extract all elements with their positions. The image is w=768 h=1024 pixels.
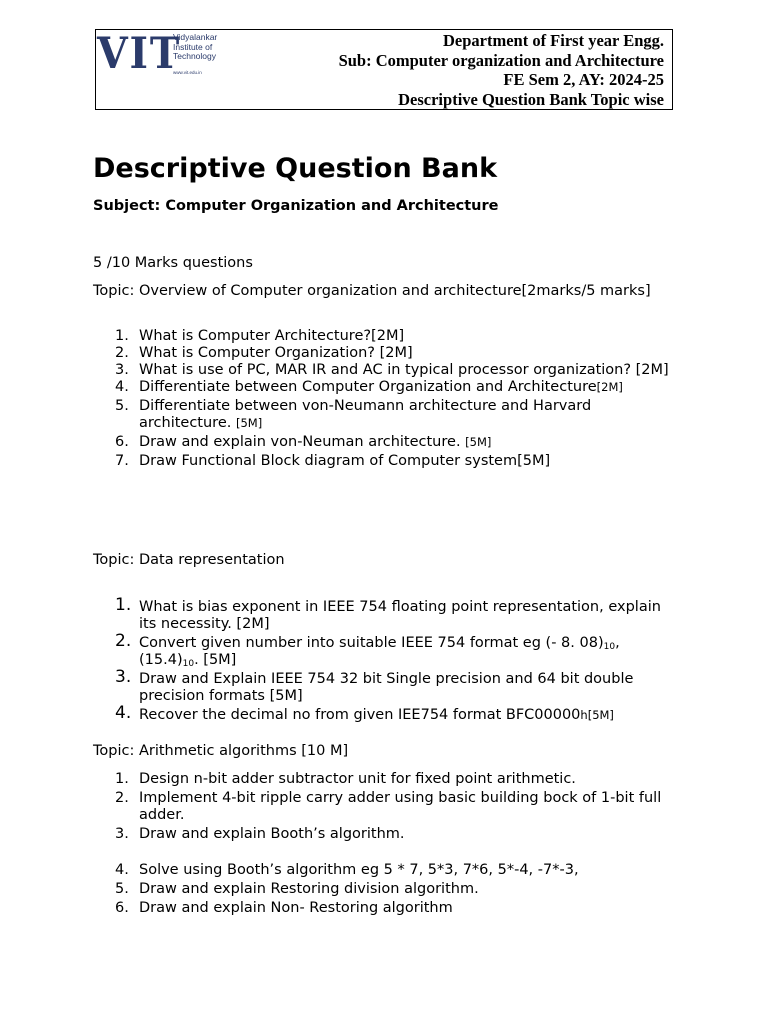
topic3-heading: Topic: Arithmetic algorithms [10 M] xyxy=(93,743,349,759)
list-item: 4. Solve using Booth’s algorithm eg 5 * 7, 5*3, 7*6, 5*-4, -7*-3, xyxy=(115,862,579,878)
topic3-question-list xyxy=(93,771,673,917)
list-item: 1. Design n-bit adder subtractor unit for fixed point arithmetic. xyxy=(115,771,576,787)
topic1-question-list xyxy=(93,328,673,470)
header-department: Department of First year Engg. xyxy=(442,31,664,50)
list-item: 1. What is Computer Architecture?[2M] xyxy=(115,328,405,344)
list-item: 6. Draw and explain von-Neuman architecture. [5M] xyxy=(115,434,492,450)
list-item: 1. What is bias exponent in IEEE 754 floating point representation, explain its necessity. [2M] xyxy=(115,595,661,632)
logo-url: www.vit.edu.in xyxy=(173,70,202,75)
list-item: 3. Draw and Explain IEEE 754 32 bit Single precision and 64 bit double precision formats [5M] xyxy=(115,667,634,704)
logo-institute-name: Vidyalankar Institute of Technology xyxy=(173,32,218,61)
topic2-heading: Topic: Data representation xyxy=(93,552,285,568)
list-item: 3. What is use of PC, MAR IR and AC in typical processor organization? [2M] xyxy=(115,362,669,378)
list-item: 3. Draw and explain Booth’s algorithm. xyxy=(115,826,405,842)
header-semester: FE Sem 2, AY: 2024-25 xyxy=(503,70,664,89)
list-item: 4. Differentiate between Computer Organization and Architecture[2M] xyxy=(115,379,623,395)
header-subject: Sub: Computer organization and Architecture xyxy=(338,50,664,70)
list-item: 5. Differentiate between von-Neumann architecture and Harvard architecture. [5M] xyxy=(115,398,592,431)
logo-letters: VIT xyxy=(97,29,182,79)
marks-heading: 5 /10 Marks questions xyxy=(93,255,253,271)
list-item: 5. Draw and explain Restoring division algorithm. xyxy=(115,881,479,897)
list-item: 2. Convert given number into suitable IEEE 754 format eg (- 8. $08)_{10}$, $(15.4)_{10}$. [5M] xyxy=(115,631,620,669)
subject-line: Subject: Computer Organization and Architecture xyxy=(93,198,499,214)
page-title: Descriptive Question Bank xyxy=(93,153,498,184)
header-text xyxy=(339,31,664,109)
list-item: 2. Implement 4-bit ripple carry adder using basic building bock of 1-bit full adder. xyxy=(115,790,662,823)
header-bottom-rule xyxy=(95,109,673,110)
list-item: 2. What is Computer Organization? [2M] xyxy=(115,345,413,361)
list-item: 7. Draw Functional Block diagram of Computer system[5M] xyxy=(115,453,551,469)
list-item: 6. Draw and explain Non- Restoring algorithm xyxy=(115,900,453,916)
header-doc-type: Descriptive Question Bank Topic wise xyxy=(398,89,664,109)
vit-logo xyxy=(97,29,218,79)
topic2-question-list xyxy=(93,595,673,724)
list-item: 4. Recover the decimal no from given IEE754 format BFC00000h[5M] xyxy=(115,703,614,723)
topic1-heading: Topic: Overview of Computer organization and architecture[2marks/5 marks] xyxy=(93,283,651,299)
